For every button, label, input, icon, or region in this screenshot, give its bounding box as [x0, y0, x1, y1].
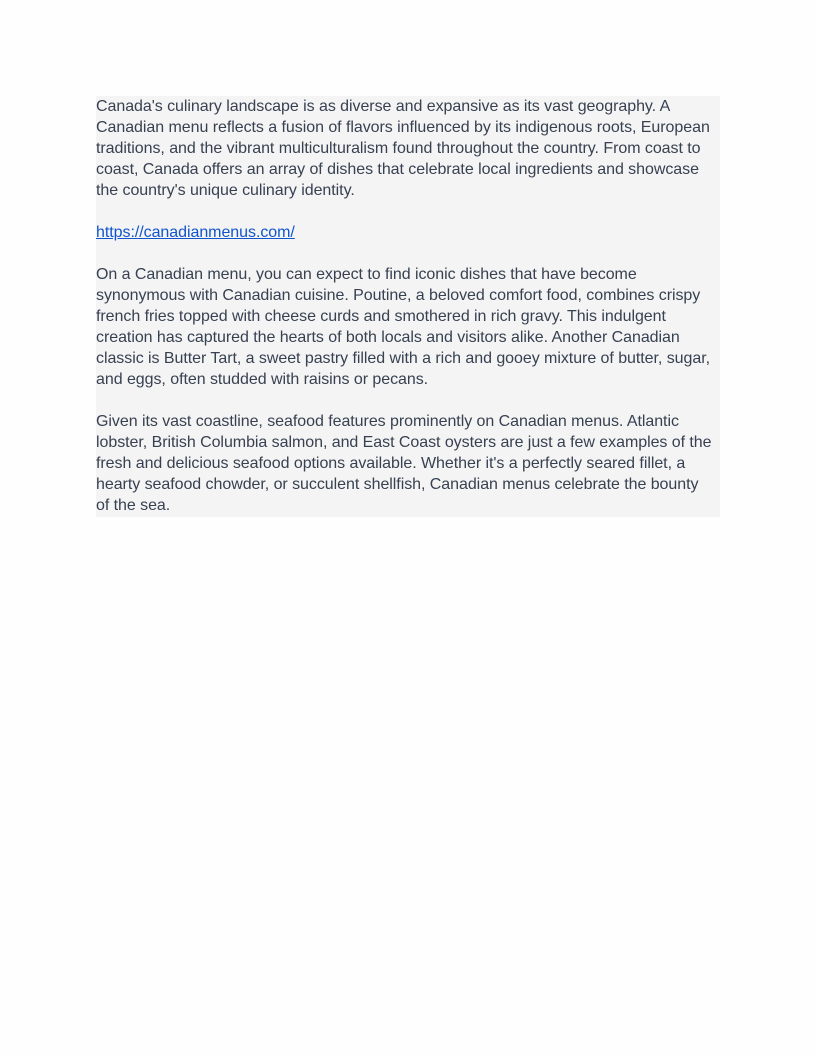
paragraph-line: coast, Canada offers an array of dishes that celebrate local ingredients and showcase [96, 161, 699, 178]
paragraph-line: the country's unique culinary identity. [96, 182, 355, 199]
paragraph-line: lobster, British Columbia salmon, and East Coast oysters are just a few examples of the [96, 434, 712, 451]
canadian-menus-link[interactable]: https://canadianmenus.com/ [96, 224, 295, 241]
paragraph-line: Given its vast coastline, seafood features prominently on Canadian menus. Atlantic [96, 413, 679, 430]
paragraph-line: Canada's culinary landscape is as diverse and expansive as its vast geography. A [96, 98, 671, 115]
paragraph-line: Canadian menu reflects a fusion of flavors influenced by its indigenous roots, European [96, 119, 710, 136]
paragraph-line: fresh and delicious seafood options available. Whether it's a perfectly seared fillet, a [96, 455, 686, 472]
paragraph-line: traditions, and the vibrant multiculturalism found throughout the country. From coast to [96, 140, 701, 157]
paragraph-line: On a Canadian menu, you can expect to find iconic dishes that have become [96, 266, 637, 283]
paragraph-intro [96, 96, 720, 201]
paragraph-line: french fries topped with cheese curds and smothered in rich gravy. This indulgent [96, 308, 666, 325]
paragraph-line: synonymous with Canadian cuisine. Poutine, a beloved comfort food, combines crispy [96, 287, 701, 304]
paragraph-seafood [96, 411, 720, 516]
paragraph-line: classic is Butter Tart, a sweet pastry filled with a rich and gooey mixture of butter, sugar, [96, 350, 711, 367]
paragraph-line: hearty seafood chowder, or succulent shellfish, Canadian menus celebrate the bounty [96, 476, 699, 493]
paragraph-line: and eggs, often studded with raisins or pecans. [96, 371, 429, 388]
paragraph-line: of the sea. [96, 497, 171, 514]
link-paragraph [96, 222, 720, 243]
content-block [96, 96, 720, 517]
paragraph-line: creation has captured the hearts of both locals and visitors alike. Another Canadian [96, 329, 680, 346]
paragraph-iconic-dishes [96, 264, 720, 390]
